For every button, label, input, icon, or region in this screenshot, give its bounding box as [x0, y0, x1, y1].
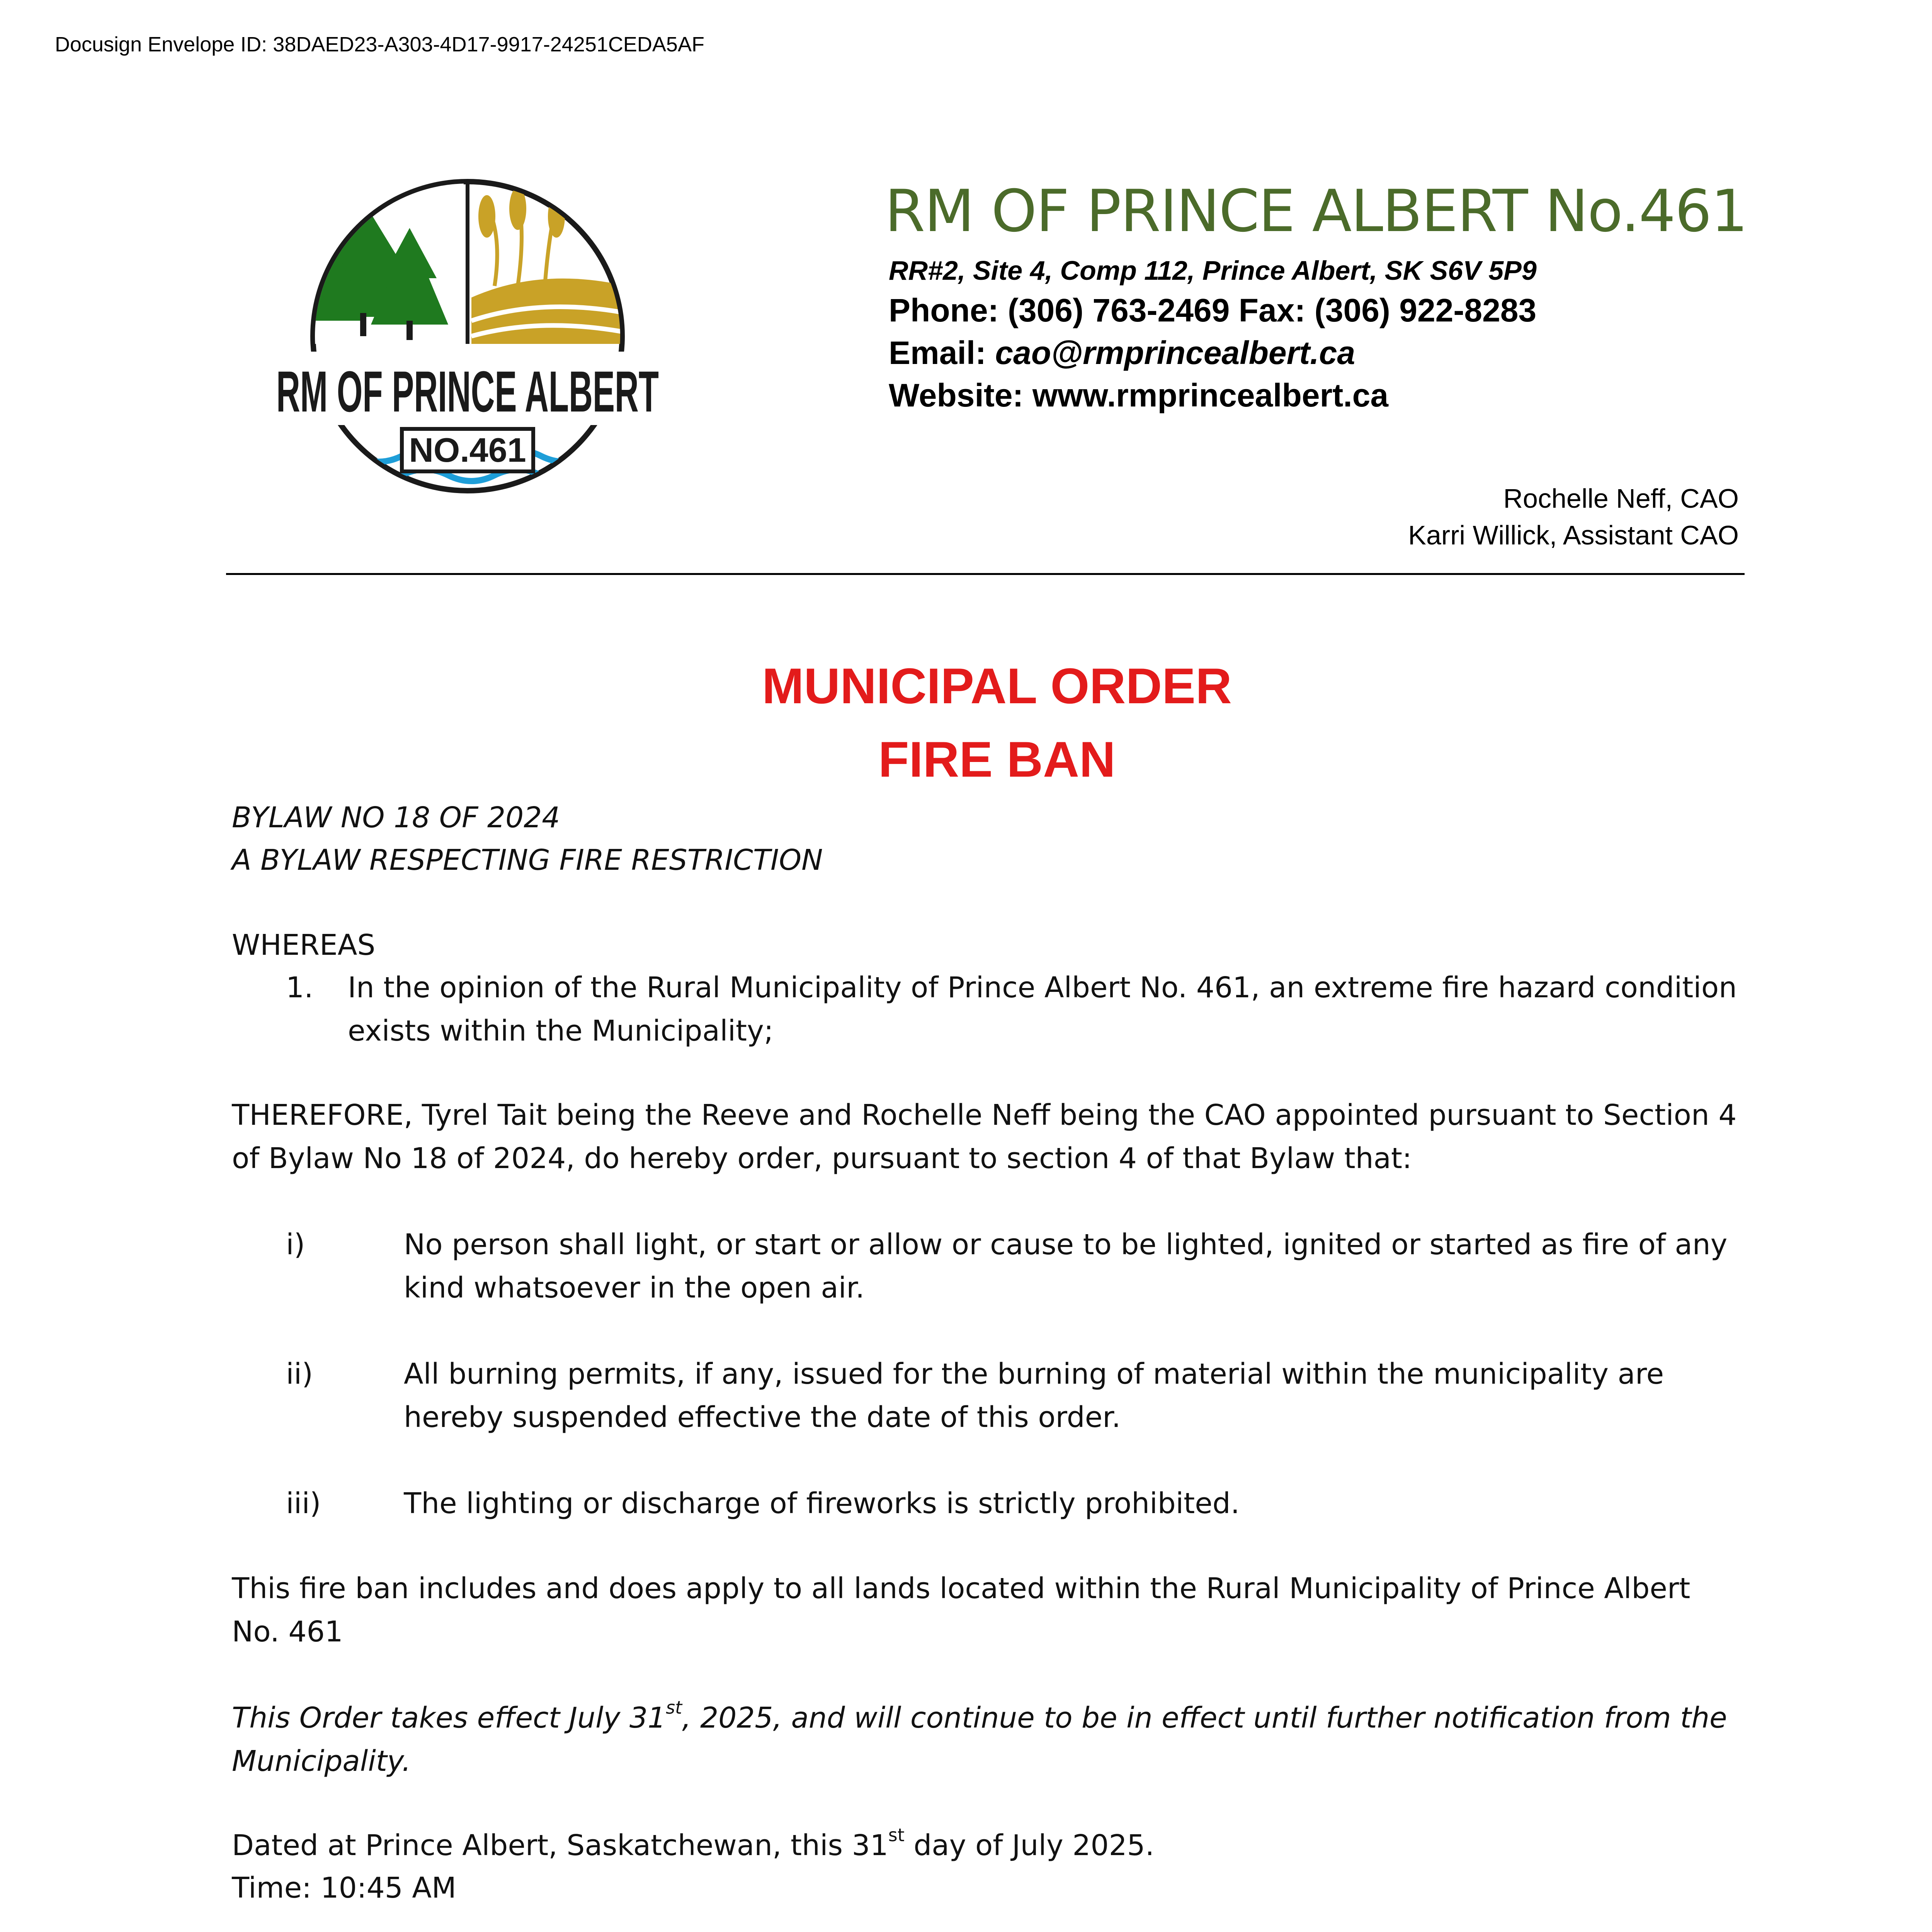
therefore-paragraph: THEREFORE, Tyrel Tait being the Reeve and Rochelle Neff being the CAO appointed pursuant to Section 4 of Bylaw No 18 of 2024, do hereby order, pursuant to section 4 of that Bylaw that: — [232, 1099, 1737, 1175]
phone-fax: Phone: (306) 763-2469 Fax: (306) 922-8283 — [889, 292, 1537, 328]
dated-superscript: st — [888, 1825, 905, 1846]
whereas-item-text: In the opinion of the Rural Municipality of Prince Albert No. 461, an extreme fire hazard condition exists within the Municipality; — [348, 971, 1737, 1048]
email-line — [889, 334, 1355, 372]
staff-assistant-cao: Karri Willick, Assistant CAO — [1408, 520, 1739, 550]
effect-superscript: st — [666, 1697, 682, 1718]
header-divider — [226, 573, 1745, 575]
docusign-envelope-id: Docusign Envelope ID: 38DAED23-A303-4D17-9917-24251CEDA5AF — [55, 33, 704, 56]
time-line: Time: 10:45 AM — [232, 1871, 456, 1905]
effect-paragraph — [232, 1696, 1747, 1783]
effect-text-end: , 2025, and will continue to be in effect until further notification from the Municipality. — [232, 1701, 1727, 1778]
dated-text-start: Dated at Prince Albert, Saskatchewan, this 31 — [232, 1829, 888, 1862]
svg-text:RM OF PRINCE ALBERT: RM OF PRINCE ALBERT — [276, 359, 659, 424]
order-text-ii: All burning permits, if any, issued for the burning of material within the municipality are hereby suspended effective the date of this order. — [404, 1357, 1664, 1434]
address: RR#2, Site 4, Comp 112, Prince Albert, SK S6V 5P9 — [889, 255, 1537, 286]
effect-text-start: This Order takes effect July 31 — [232, 1701, 666, 1735]
order-text-iii: The lighting or discharge of fireworks is strictly prohibited. — [404, 1487, 1240, 1520]
bylaw-subject: A BYLAW RESPECTING FIRE RESTRICTION — [232, 844, 823, 877]
email-label: Email: — [889, 335, 995, 371]
bylaw-number: BYLAW NO 18 OF 2024 — [232, 801, 560, 834]
svg-text:NO.461: NO.461 — [409, 431, 526, 469]
email-link[interactable]: cao@rmprincealbert.ca — [995, 335, 1355, 371]
staff-cao: Rochelle Neff, CAO — [1503, 483, 1739, 514]
whereas-item-number: 1. — [286, 971, 313, 1004]
org-name: RM OF PRINCE ALBERT No.461 — [885, 178, 1747, 245]
order-number-ii: ii) — [286, 1357, 313, 1391]
order-text-i: No person shall light, or start or allow or cause to be lighted, ignited or started as fire of any kind whatsoever in the open air. — [404, 1228, 1728, 1304]
order-number-iii: iii) — [286, 1487, 321, 1520]
order-number-i: i) — [286, 1228, 305, 1261]
website-link[interactable]: Website: www.rmprincealbert.ca — [889, 377, 1389, 413]
includes-paragraph: This fire ban includes and does apply to all lands located within the Rural Municipality of Prince Albert No. 461 — [232, 1572, 1690, 1648]
dated-line — [232, 1824, 1154, 1867]
title-fire-ban: FIRE BAN — [878, 731, 1116, 787]
dated-text-end: day of July 2025. — [904, 1829, 1155, 1862]
whereas-label: WHEREAS — [232, 929, 376, 962]
rm-prince-albert-logo — [247, 170, 688, 518]
title-municipal-order: MUNICIPAL ORDER — [762, 658, 1232, 714]
